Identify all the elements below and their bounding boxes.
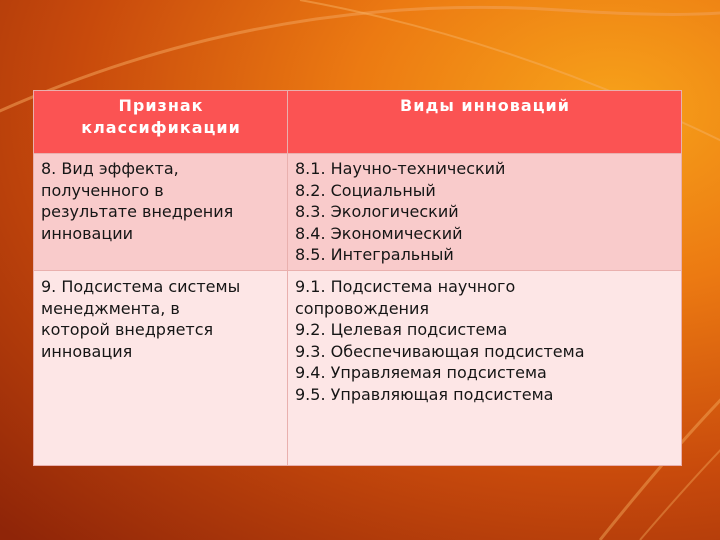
innovation-classification-table: [33, 90, 682, 466]
list-item: 9.2. Целевая подсистема: [295, 320, 508, 339]
list-item: 8.4. Экономический: [295, 223, 463, 243]
list-item: 8.2. Социальный: [295, 180, 436, 200]
criterion-cell: 9. Подсистема системы менеджмента, в которой внедряется инновация: [34, 271, 288, 466]
kinds-cell: [288, 154, 682, 271]
table-row: [34, 154, 682, 271]
list-item: 9.4. Управляемая подсистема: [295, 363, 547, 382]
table-header-row: [34, 91, 682, 154]
list-item: 8.5. Интегральный: [295, 245, 454, 264]
list-item: 9.1. Подсистема научного сопровождения: [295, 277, 516, 318]
table-row: [34, 271, 682, 466]
header-innovation-types: Виды инноваций: [288, 91, 682, 154]
header-classification-criterion: Признак классификации: [34, 91, 288, 154]
criterion-cell: 8. Вид эффекта, полученного в результате внедрения инновации: [34, 154, 288, 271]
list-item: 9.3. Обеспечивающая подсистема: [295, 341, 585, 361]
list-item: 8.1. Научно-технический: [295, 159, 506, 178]
list-item: 9.5. Управляющая подсистема: [295, 384, 554, 404]
kinds-cell: [288, 271, 682, 466]
list-item: 8.3. Экологический: [295, 202, 459, 221]
